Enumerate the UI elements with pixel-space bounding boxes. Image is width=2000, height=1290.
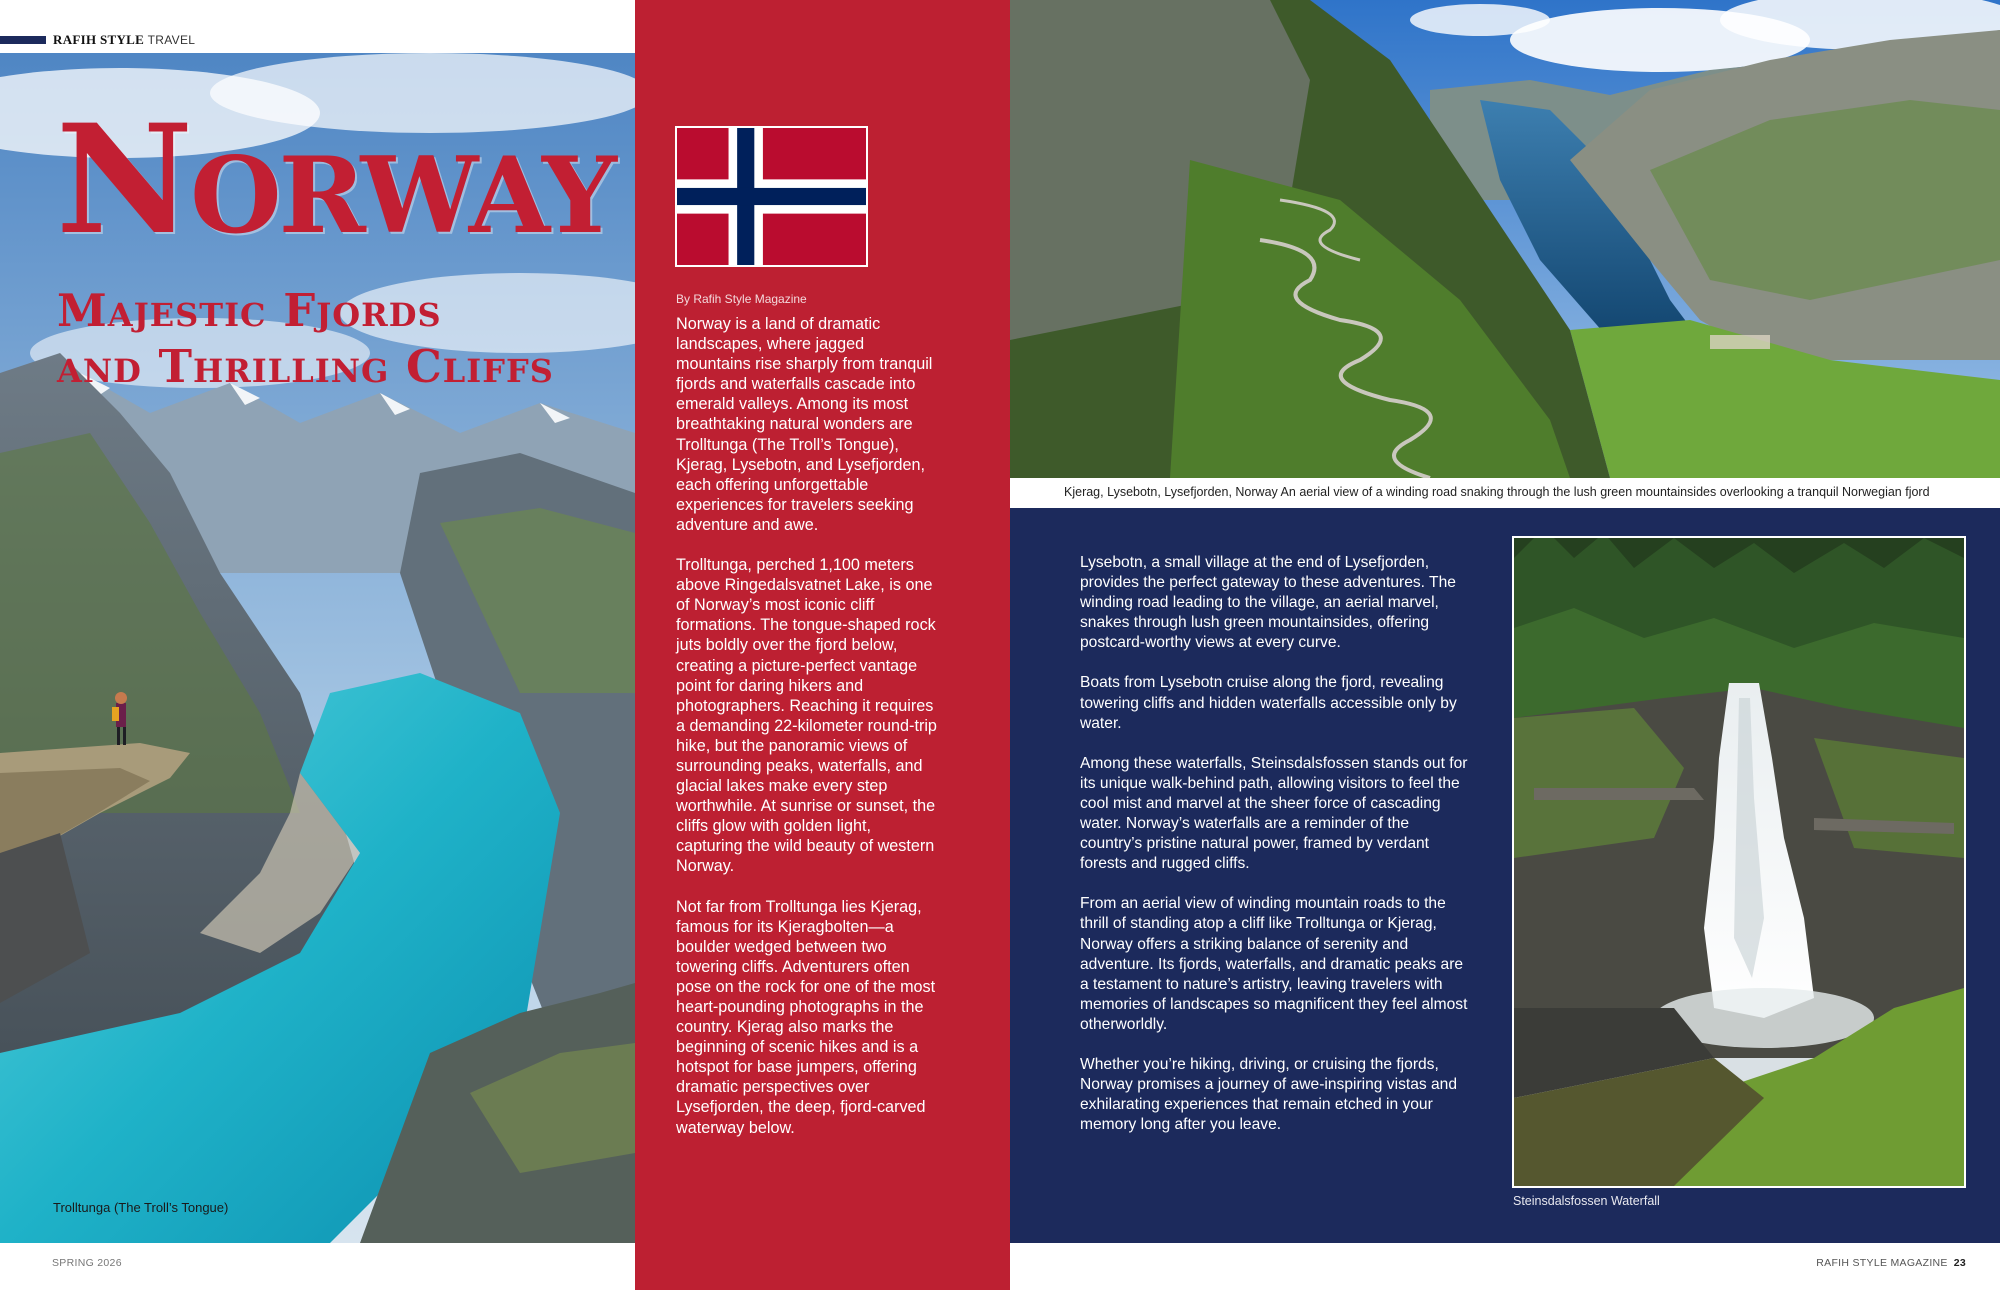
footer-folio <box>1816 1257 1966 1269</box>
header-brand: RAFIH STYLE <box>53 32 145 47</box>
byline: By Rafih Style Magazine <box>676 292 807 306</box>
subtitle-line-1: Majestic Fjords <box>57 284 442 337</box>
page-number: 23 <box>1953 1257 1966 1269</box>
paragraph: From an aerial view of winding mountain roads to the thrill of standing atop a cliff like Trolltunga or Kjerag, Norway offers a striking balance of serenity and adventure. Its fjords, waterfalls, and dramatic peaks are a testament to nature’s artistry, leaving travelers with memories of landscapes so magnificent they feel almost otherworldly. <box>1080 895 1468 1033</box>
paragraph: Whether you’re hiking, driving, or cruising the fjords, Norway promises a journey of awe-inspiring vistas and exhilarating experiences that remain etched in your memory long after you leave. <box>1080 1055 1458 1134</box>
article-subtitle <box>57 283 617 395</box>
norway-flag <box>675 126 868 267</box>
paragraph: Lysebotn, a small village at the end of Lysefjorden, provides the perfect gateway to these adventures. The winding road leading to the village, an aerial marvel, snakes through lush green mountainsides, offering postcard-worthy views at every curve. <box>1080 554 1456 652</box>
trolltunga-caption: Trolltunga (The Troll’s Tongue) <box>53 1200 229 1215</box>
running-header <box>53 32 195 48</box>
body-text-right <box>1080 553 1472 1155</box>
paragraph: Norway is a land of dramatic landscapes, where jagged mountains rise sharply from tranquil fjords and waterfalls cascade into emerald valleys. Among its most breathtaking natural wonders are Trolltunga (The Troll’s Tongue), Kjerag, Lysebotn, and Lysefjorden, each offering unforgettable experiences for travelers seeking adventure and awe. <box>676 315 933 534</box>
header-accent-bar <box>0 36 46 44</box>
header-section: TRAVEL <box>147 33 196 47</box>
paragraph: Among these waterfalls, Steinsdalsfossen stands out for its unique walk-behind path, allowing visitors to feel the cool mist and marvel at the sheer force of cascading water. Norway’s waterfalls are a reminder of the country’s pristine natural power, framed by verdant forests and rugged cliffs. <box>1080 754 1468 873</box>
paragraph: Boats from Lysebotn cruise along the fjord, revealing towering cliffs and hidden waterfalls accessible only by water. <box>1080 674 1457 732</box>
lysebotn-aerial-photo <box>1010 0 2000 478</box>
footer-magazine: RAFIH STYLE MAGAZINE <box>1816 1257 1948 1269</box>
paragraph: Trolltunga, perched 1,100 meters above Ringedalsvatnet Lake, is one of Norway’s most iconic cliff formations. The tongue-shaped rock juts boldly over the fjord below, creating a picture-perfect vantage point for daring hikers and photographers. Reaching it requires a demanding 22-kilometer round-trip hike, but the panoramic views of surrounding peaks, waterfalls, and glacial lakes make every step worthwhile. At sunrise or sunset, the cliffs glow with golden light, capturing the wild beauty of western Norway. <box>676 556 937 876</box>
body-text-left <box>676 314 938 1158</box>
subtitle-line-2: and Thrilling Cliffs <box>57 340 554 393</box>
waterfall-caption: Steinsdalsfossen Waterfall <box>1513 1194 1660 1208</box>
footer-issue: SPRING 2026 <box>52 1257 122 1269</box>
paragraph: Not far from Trolltunga lies Kjerag, famous for its Kjeragbolten—a boulder wedged between two towering cliffs. Adventurers often pose on the rock for one of the most heart-pounding photographs in the country. Kjerag also marks the beginning of scenic hikes and is a hotspot for base jumpers, offering dramatic perspectives over Lysefjorden, the deep, fjord-carved waterway below. <box>676 897 936 1137</box>
aerial-caption: Kjerag, Lysebotn, Lysefjorden, Norway An aerial view of a winding road snaking through the lush green mountainsides overlooking a tranquil Norwegian fjord <box>1064 485 1930 499</box>
steinsdalsfossen-photo <box>1512 536 1966 1188</box>
article-title: Norway <box>56 92 614 268</box>
